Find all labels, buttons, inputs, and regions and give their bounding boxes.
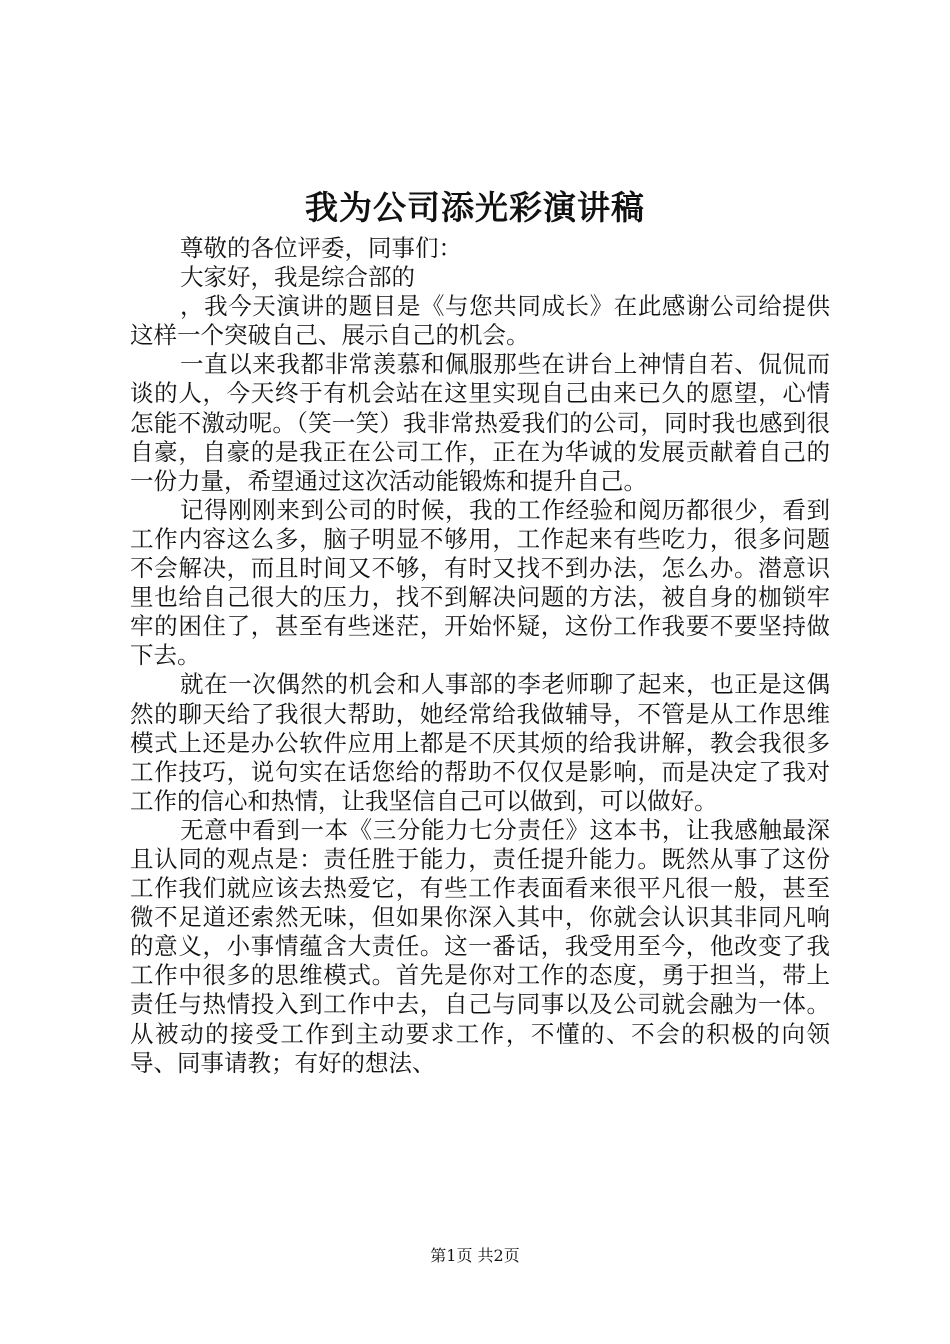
document-body: [130, 234, 830, 1078]
paragraph-admiration: 一直以来我都非常羡慕和佩服那些在讲台上神情自若、侃侃而谈的人，今天终于有机会站在这里实现自己由来已久的愿望，心情怎能不激动呢。（笑一笑）我非常热爱我们的公司，同时我也感到很自豪，自豪的是我正在公司工作，正在为华诚的发展贡献着自己的一份力量，希望通过这次活动能锻炼和提升自己。: [130, 350, 830, 495]
paragraph-salutation: 尊敬的各位评委，同事们：: [180, 234, 462, 262]
paragraph-topic: ，我今天演讲的题目是《与您共同成长》在此感谢公司给提供这样一个突破自己、展示自己的机会。: [130, 292, 830, 350]
paragraph-mentor: 就在一次偶然的机会和人事部的李老师聊了起来，也正是这偶然的聊天给了我很大帮助，她经常给我做辅导，不管是从工作思维模式上还是办公软件应用上都是不厌其烦的给我讲解，教会我很多工作技巧，说句实在话您给的帮助不仅仅是影响，而是决定了我对工作的信心和热情，让我坚信自己可以做到，可以做好。: [130, 670, 830, 815]
paragraph-early-days: 记得刚刚来到公司的时候，我的工作经验和阅历都很少，看到工作内容这么多，脑子明显不够用，工作起来有些吃力，很多问题不会解决，而且时间又不够，有时又找不到办法，怎么办。潜意识里也给自己很大的压力，找不到解决问题的方法，被自身的枷锁牢牢的困住了，甚至有些迷茫，开始怀疑，这份工作我要不要坚持做下去。: [130, 495, 830, 670]
page-number-footer: 第1页 共2页: [430, 1246, 520, 1265]
paragraph-responsibility: 无意中看到一本《三分能力七分责任》这本书，让我感触最深且认同的观点是：责任胜于能力，责任提升能力。既然从事了这份工作我们就应该去热爱它，有些工作表面看来很平凡很一般，甚至微不足道还索然无味，但如果你深入其中，你就会认识其非同凡响的意义，小事情蕴含大责任。这一番话，我受用至今，他改变了我工作中很多的思维模式。首先是你对工作的态度，勇于担当，带上责任与热情投入到工作中去，自己与同事以及公司就会融为一体。从被动的接受工作到主动要求工作，不懂的、不会的积极的向领导、同事请教；有好的想法、: [130, 815, 830, 1077]
paragraph-greeting: 大家好，我是综合部的: [180, 263, 415, 292]
document-title: 我为公司添光彩演讲稿: [305, 188, 645, 227]
